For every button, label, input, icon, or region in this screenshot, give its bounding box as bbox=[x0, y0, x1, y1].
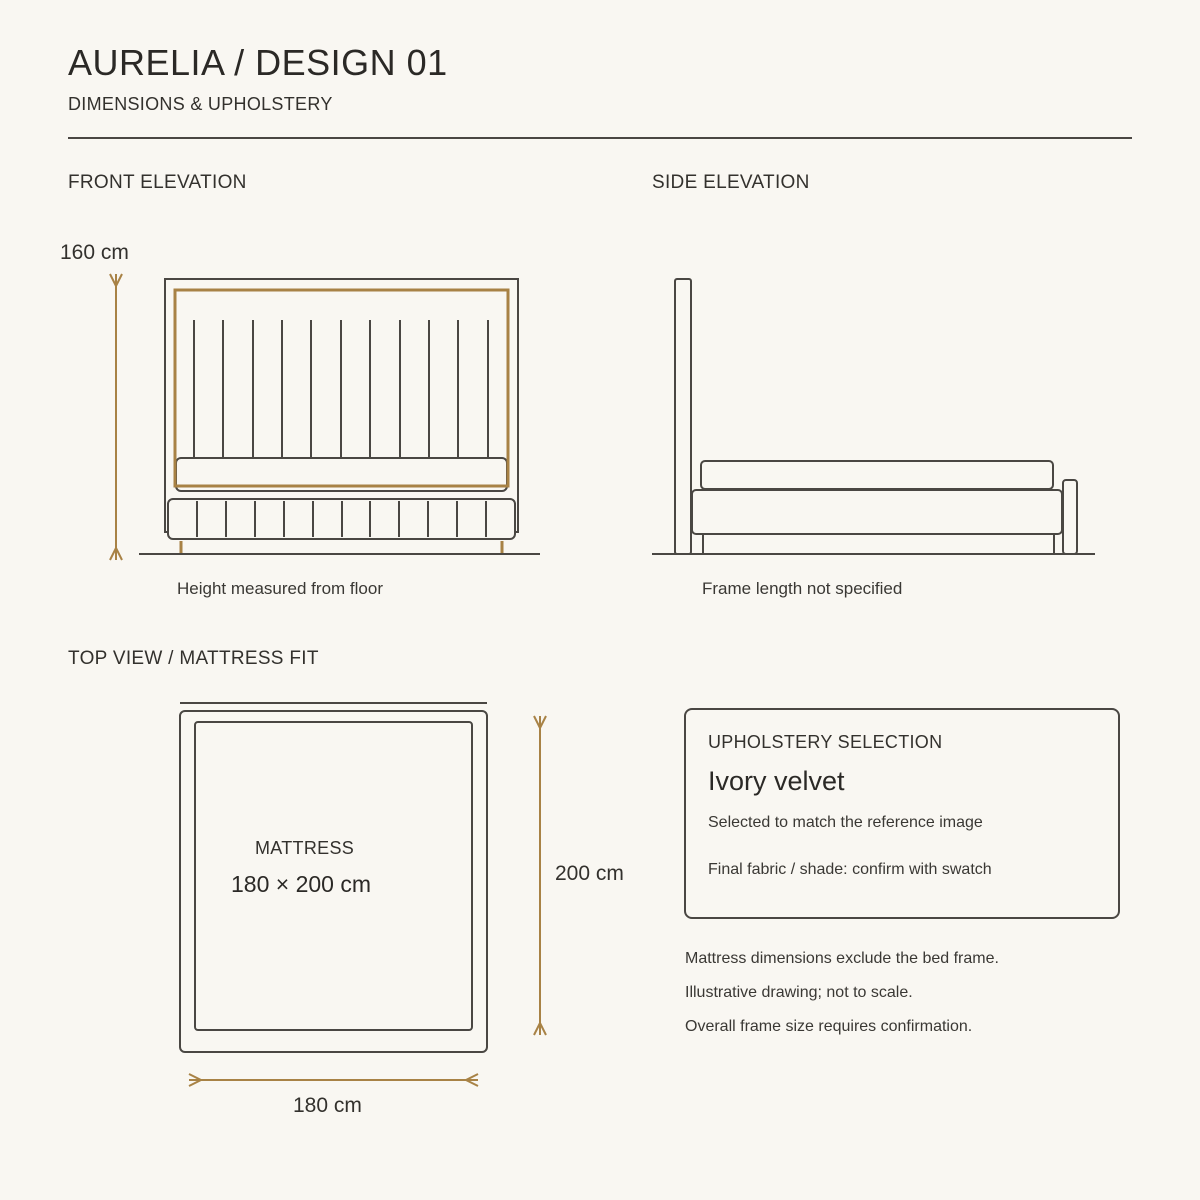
note-item: Illustrative drawing; not to scale. bbox=[685, 984, 913, 1001]
front-elevation-drawing bbox=[139, 279, 540, 554]
width-dimension-label: 180 cm bbox=[293, 1094, 362, 1117]
upholstery-note-2: Final fabric / shade: confirm with swatch bbox=[708, 861, 992, 878]
length-dimension-arrow bbox=[534, 716, 546, 1035]
front-elevation-label: FRONT ELEVATION bbox=[68, 172, 247, 193]
side-headboard bbox=[675, 279, 691, 554]
height-dimension-label: 160 cm bbox=[60, 241, 129, 264]
top-view-label: TOP VIEW / MATTRESS FIT bbox=[68, 648, 319, 669]
side-mattress bbox=[701, 461, 1053, 489]
side-elevation-label: SIDE ELEVATION bbox=[652, 172, 810, 193]
side-elevation-drawing bbox=[652, 279, 1095, 554]
front-elevation-caption: Height measured from floor bbox=[177, 579, 383, 598]
side-base bbox=[692, 490, 1062, 534]
page-title: AURELIA / DESIGN 01 bbox=[68, 42, 448, 83]
width-dimension-arrow bbox=[189, 1074, 478, 1086]
length-dimension-label: 200 cm bbox=[555, 862, 624, 885]
front-channel-lines bbox=[194, 320, 488, 458]
upholstery-value: Ivory velvet bbox=[708, 766, 845, 796]
upholstery-note-1: Selected to match the reference image bbox=[708, 814, 983, 831]
note-item: Mattress dimensions exclude the bed frame. bbox=[685, 950, 999, 967]
mattress-label: MATTRESS bbox=[255, 838, 355, 858]
mattress-size: 180 × 200 cm bbox=[231, 871, 372, 897]
note-item: Overall frame size requires confirmation. bbox=[685, 1018, 973, 1035]
page-subtitle: DIMENSIONS & UPHOLSTERY bbox=[68, 94, 333, 114]
side-elevation-caption: Frame length not specified bbox=[702, 579, 903, 598]
height-dimension-arrow bbox=[110, 274, 122, 560]
upholstery-label: UPHOLSTERY SELECTION bbox=[708, 732, 943, 752]
upholstery-card bbox=[684, 708, 1120, 919]
side-footboard bbox=[1063, 480, 1077, 554]
